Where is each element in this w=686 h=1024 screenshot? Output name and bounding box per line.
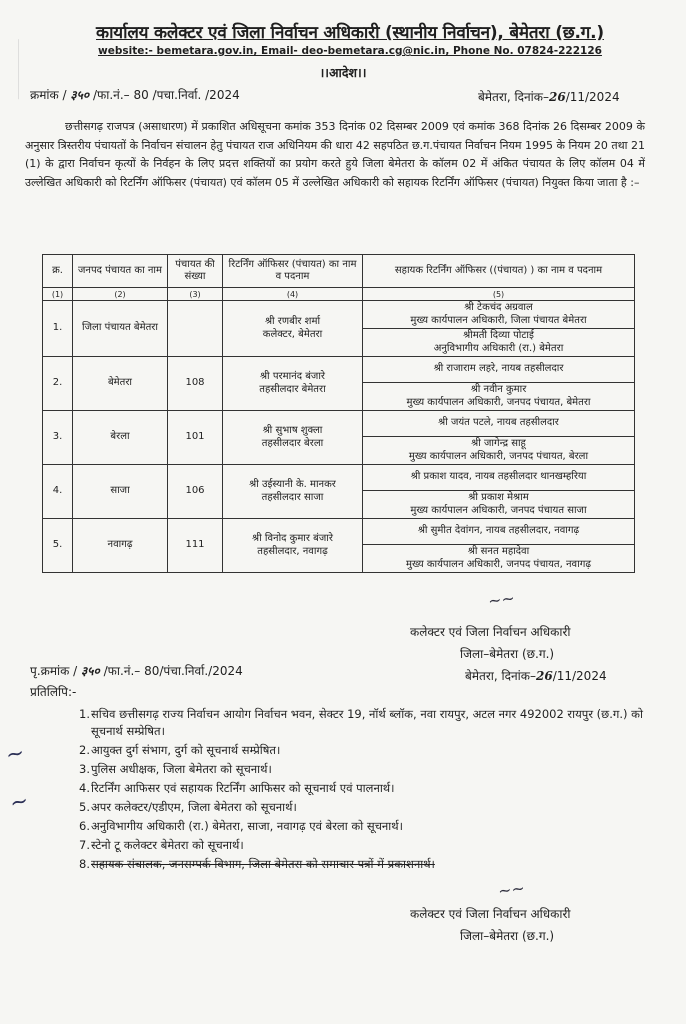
table-row — [43, 357, 635, 383]
signature-mark-2: ~~ — [496, 878, 527, 901]
cell-aro: श्री जागेन्द्र साहू मुख्य कार्यपालन अधिकारी, जनपद पंचायत, बेरला — [363, 437, 635, 465]
list-item — [79, 799, 659, 816]
list-item — [79, 706, 659, 740]
sig-date-suffix: /11/2024 — [552, 669, 607, 683]
cell-ro: श्री सुभाष शुक्ला तहसीलदार बेरला — [223, 411, 363, 465]
date-day-handwritten: 26 — [548, 90, 566, 104]
cell-ro: श्री रणबीर शर्मा कलेक्टर, बेमेतरा — [223, 301, 363, 357]
cell-count: 101 — [168, 411, 223, 465]
cell-ro: श्री उईस्यानी के. मानकर तहसीलदार साजा — [223, 465, 363, 519]
cell-aro: श्रीमती दिव्या पोटाई अनुविभागीय अधिकारी (रा.) बेमेतरा — [363, 329, 635, 357]
date-suffix: /11/2024 — [565, 90, 620, 104]
order-reference — [30, 86, 240, 103]
sig-date-prefix: बेमेतरा, दिनांक– — [465, 669, 536, 683]
ref-suffix: /फा.नं.– 80 /पचा.निर्वा. /2024 — [92, 88, 240, 102]
list-item — [79, 780, 659, 797]
cell-aro: श्री सुमीत देवांगन, नायब तहसीलदार, नवागढ़ — [363, 519, 635, 545]
copy-to-label: प्रतिलिपि:- — [30, 685, 77, 699]
signature-date — [465, 667, 607, 684]
office-contact: website:- bemetara.gov.in, Email- deo-bemetara.cg@nic.in, Phone No. 07824-222126 — [98, 45, 602, 57]
list-item-text: आयुक्त दुर्ग संभाग, दुर्ग को सूचनार्थ सम्प्रेषित। — [91, 743, 281, 757]
column-number-row — [43, 288, 635, 301]
cell-count: 111 — [168, 519, 223, 573]
list-item-number: 2. — [79, 743, 90, 757]
cell-aro: श्री नवीन कुमार मुख्य कार्यपालन अधिकारी, जनपद पंचायत, बेमेतरा — [363, 383, 635, 411]
list-item — [79, 818, 659, 835]
list-item-text: रिटर्निंग आफिसर एवं सहायक रिटर्निंग आफिसर को सूचनार्थ एवं पालनार्थ। — [91, 781, 395, 795]
copy-ref-prefix: पृ.क्रमांक / — [30, 664, 78, 678]
list-item — [79, 742, 659, 759]
copy-reference — [30, 662, 243, 679]
date-prefix: बेमेतरा, दिनांक– — [478, 90, 549, 104]
copy-list — [79, 706, 659, 875]
cell-sno: 2. — [43, 357, 73, 411]
cell-janpad: नवागढ़ — [73, 519, 168, 573]
list-item-text: सचिव छत्तीसगढ़ राज्य निर्वाचन आयोग निर्वाचन भवन, सेक्टर 19, नॉर्थ ब्लॉक, नवा रायपुर, अटल नगर 492002 रायपुर (छ.ग.) को सूचनार्थ सम्प्रेषित। — [91, 707, 643, 738]
cell-aro: श्री राजाराम लहरे, नायब तहसीलदार — [363, 357, 635, 383]
table-row — [43, 465, 635, 491]
list-item-number: 5. — [79, 800, 90, 814]
header-cell: जनपद पंचायत का नाम — [73, 255, 168, 288]
office-title: कार्यालय कलेक्टर एवं जिला निर्वाचन अधिकारी (स्थानीय निर्वाचन), बेमेतरा (छ.ग.) — [96, 23, 604, 43]
cell-janpad: बेरला — [73, 411, 168, 465]
signature-mark: ~~ — [486, 588, 517, 611]
column-number: (4) — [223, 288, 363, 301]
cell-janpad: जिला पंचायत बेमेतरा — [73, 301, 168, 357]
ref-number-handwritten: ३५० — [70, 88, 90, 102]
table-row — [43, 301, 635, 329]
copy-ref-suffix: /फा.नं.– 80/पंचा.निर्वा./2024 — [103, 664, 243, 678]
list-item — [79, 761, 659, 778]
list-item-text: अनुविभागीय अधिकारी (रा.) बेमेतरा, साजा, नवागढ़ एवं बेरला को सूचनार्थ। — [91, 819, 403, 833]
table-row — [43, 411, 635, 437]
appointment-table — [42, 254, 635, 573]
cell-sno: 1. — [43, 301, 73, 357]
cell-aro: श्री टेकचंद अग्रवाल मुख्य कार्यपालन अधिकारी, जिला पंचायत बेमेतरा — [363, 301, 635, 329]
cell-count: 108 — [168, 357, 223, 411]
order-date — [478, 88, 620, 105]
column-number: (5) — [363, 288, 635, 301]
order-heading: ।।आदेश।। — [319, 65, 367, 80]
list-item-text: अपर कलेक्टर/एडीएम, जिला बेमेतरा को सूचनार्थ। — [91, 800, 297, 814]
list-item-number: 3. — [79, 762, 90, 776]
cell-count — [168, 301, 223, 357]
header-cell: पंचायत की संख्या — [168, 255, 223, 288]
copy-ref-number-handwritten: ३५० — [81, 664, 100, 678]
cell-janpad: बेमेतरा — [73, 357, 168, 411]
table-row — [43, 519, 635, 545]
margin-handwriting-1: ~ — [3, 740, 27, 769]
cell-aro: श्री प्रकाश मेश्राम मुख्य कार्यपालन अधिकारी, जनपद पंचायत साजा — [363, 491, 635, 519]
column-number: (1) — [43, 288, 73, 301]
list-item — [79, 856, 659, 873]
sig-date-day-handwritten: 26 — [535, 669, 553, 683]
column-number: (2) — [73, 288, 168, 301]
table-body — [43, 301, 635, 573]
signatory-designation-2: कलेक्टर एवं जिला निर्वाचन अधिकारी — [410, 907, 571, 921]
cell-aro: श्री सनत महादेवा मुख्य कार्यपालन अधिकारी, जनपद पंचायत, नवागढ़ — [363, 545, 635, 573]
list-item-number: 6. — [79, 819, 90, 833]
list-item-text: स्टेनो टू कलेक्टर बेमेतरा को सूचनार्थ। — [91, 838, 244, 852]
cell-ro: श्री विनोद कुमार बंजारे तहसीलदार, नवागढ़ — [223, 519, 363, 573]
list-item-number: 4. — [79, 781, 90, 795]
signatory-district-2: जिला–बेमेतरा (छ.ग.) — [460, 929, 555, 943]
cell-janpad: साजा — [73, 465, 168, 519]
ref-prefix: क्रमांक / — [30, 88, 67, 102]
order-body-paragraph: छत्तीसगढ़ राजपत्र (असाधारण) में प्रकाशित अधिसूचना कमांक 353 दिनांक 02 दिसम्बर 2009 एवं कमांक 368 दिनांक 26 दिसम्बर 2009 के अनुसार त्रिस्तरीय पंचायतों के निर्वाचन संचालन हेतु पंचायत राज अधिनियम की धारा 42 सहपठित छ.ग.पंचायत निर्वाचन नियम 1995 के नियम 20 तथा 21 (1) के द्वारा निर्वाचन कृत्यों के निर्वहन के लिए प्रदत्त शक्तियों का प्रयोग करते हुये जिला बेमेतरा के कॉलम 02 में अंकित पंचायत के लिए कॉलम 04 में उल्लेखित अधिकारी को रिटर्निंग ऑफिसर (पंचायत) एवं कॉलम 05 में उल्लेखित अधिकारी को सहायक रिटर्निंग ऑफिसर (पंचायत) नियुक्त किया जाता है :– — [25, 120, 645, 189]
signatory-district: जिला–बेमेतरा (छ.ग.) — [460, 647, 555, 661]
margin-handwriting-2: ~ — [7, 788, 32, 817]
list-item-number: 8. — [79, 857, 90, 871]
cell-sno: 3. — [43, 411, 73, 465]
cell-aro: श्री जयंत पटले, नायब तहसीलदार — [363, 411, 635, 437]
header-cell: क्र. — [43, 255, 73, 288]
list-item-text: सहायक संचालक, जनसम्पर्क विभाग, जिला बेमेतरा को समाचार पत्रों में प्रकाशनार्थ। — [91, 857, 435, 871]
list-item — [79, 837, 659, 854]
cell-sno: 5. — [43, 519, 73, 573]
column-number: (3) — [168, 288, 223, 301]
cell-count: 106 — [168, 465, 223, 519]
header-cell: रिटर्निंग ऑफिसर (पंचायत) का नाम व पदनाम — [223, 255, 363, 288]
signatory-designation: कलेक्टर एवं जिला निर्वाचन अधिकारी — [410, 625, 571, 639]
cell-ro: श्री परमानंद बंजारे तहसीलदार बेमेतरा — [223, 357, 363, 411]
header-cell: सहायक रिटर्निंग ऑफिसर ((पंचायत) ) का नाम व पदनाम — [363, 255, 635, 288]
cell-sno: 4. — [43, 465, 73, 519]
list-item-text: पुलिस अधीक्षक, जिला बेमेतरा को सूचनार्थ। — [91, 762, 272, 776]
list-item-number: 7. — [79, 838, 90, 852]
list-item-number: 1. — [79, 707, 90, 721]
cell-aro: श्री प्रकाश यादव, नायब तहसीलदार थानखम्हरिया — [363, 465, 635, 491]
table-header-row — [43, 255, 635, 288]
